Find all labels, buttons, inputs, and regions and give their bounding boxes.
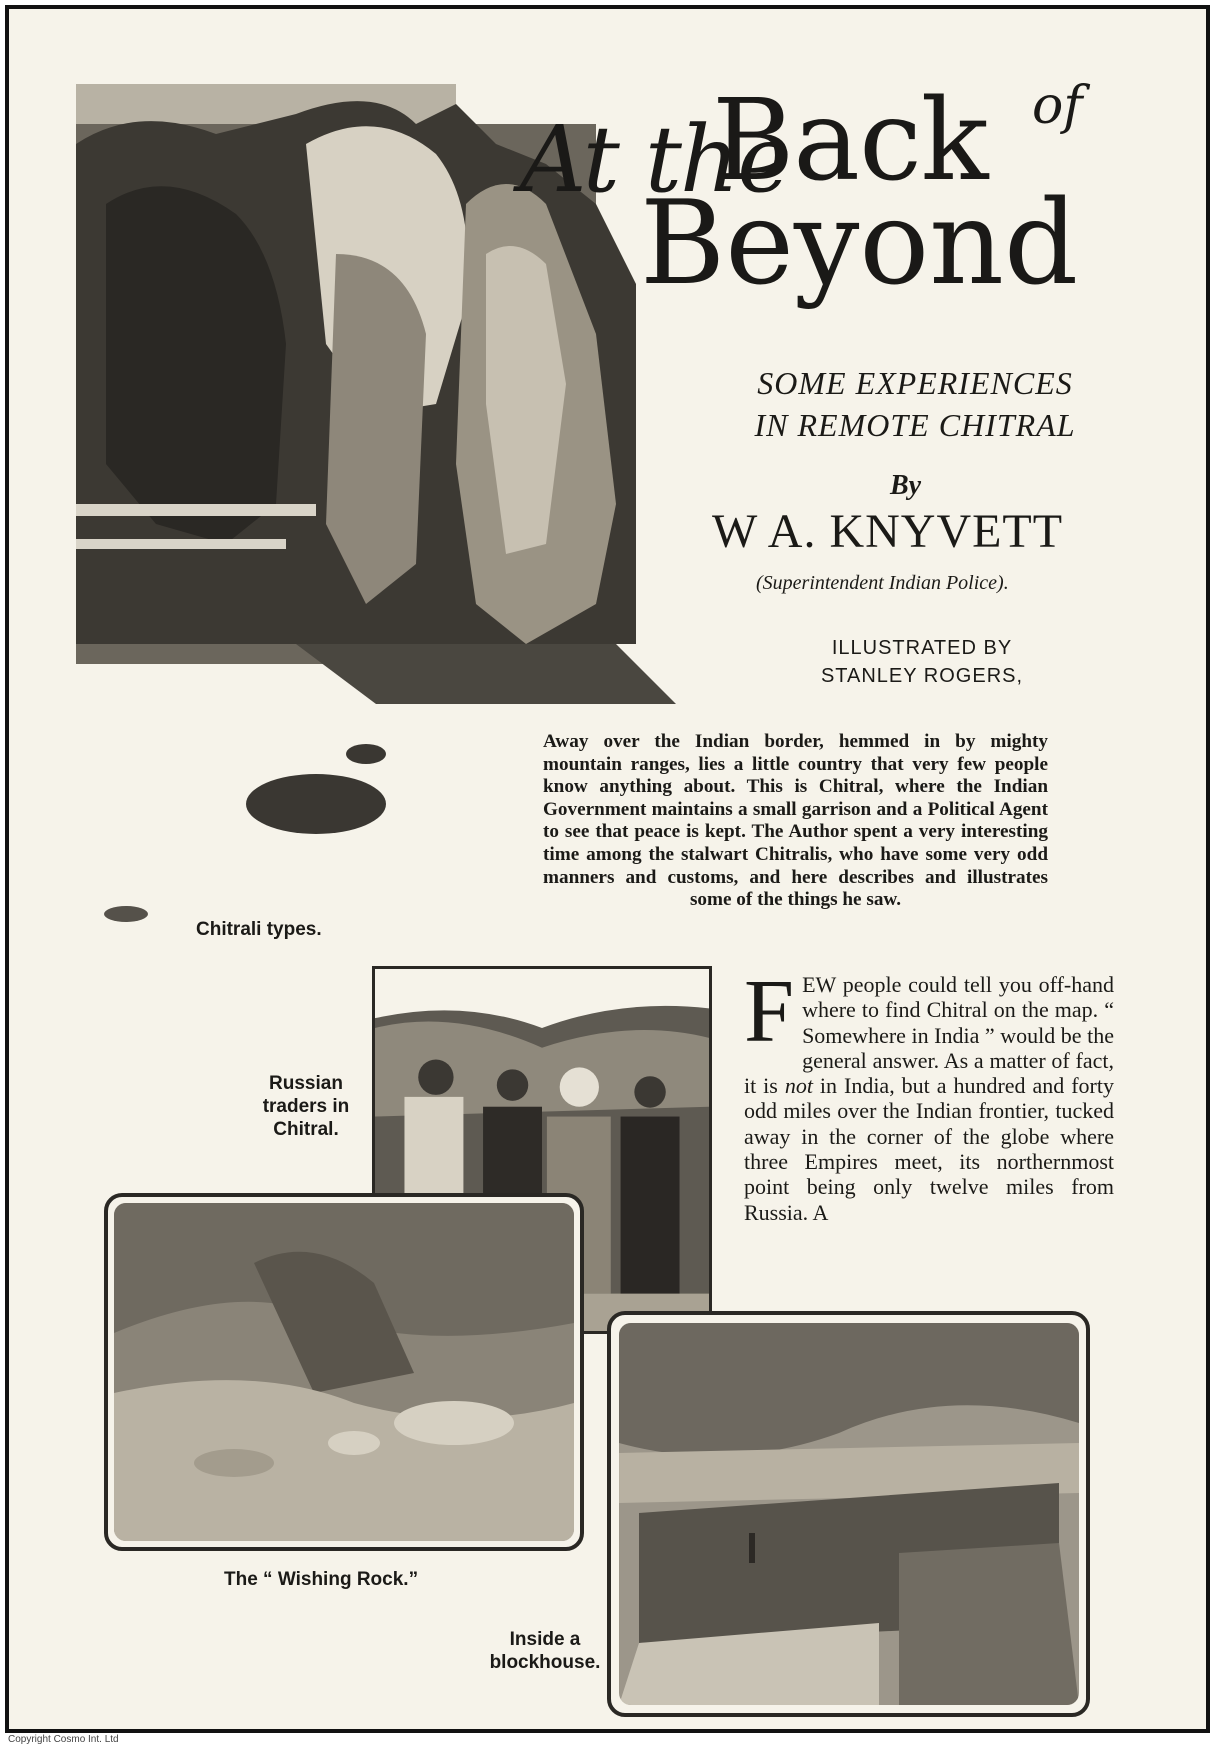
caption-russian-line2: traders in — [262, 1096, 350, 1117]
caption-blockhouse-line2: blockhouse. — [489, 1652, 601, 1673]
caption-blockhouse-line1: Inside a — [509, 1629, 581, 1650]
intro-paragraph: Away over the Indian border, hemmed in by mighty mountain ranges, lies a little country that very few people know anything about. This is Chitral, where the Indian Government maintains a small garrison and a Political Agent to see that peace is kept. The Author spent a very interesting time among the stalwart Chitralis, who have some very odd manners and customs, and here describes and illustrates some of the things he saw. — [543, 731, 1048, 911]
author-name: W A. KNYVETT — [712, 505, 1064, 558]
title-beyond: Beyond — [640, 176, 1079, 311]
caption-blockhouse — [470, 1628, 620, 1674]
caption-chitrali-types: Chitrali types. — [196, 919, 322, 940]
body-text-emphasis: not — [784, 1073, 813, 1099]
copyright-notice: Copyright Cosmo Int. Ltd — [8, 1734, 119, 1745]
title-of: of — [1032, 76, 1083, 136]
author-role: (Superintendent Indian Police). — [756, 572, 1009, 594]
subtitle-line1: SOME EXPERIENCES — [757, 365, 1073, 401]
blockhouse-photo — [619, 1323, 1079, 1705]
wishing-rock-photo — [114, 1203, 574, 1541]
illustrated-line1: ILLUSTRATED BY — [831, 637, 1013, 659]
drop-cap: F — [744, 962, 795, 1061]
subtitle — [700, 362, 1130, 446]
illustrated-line2: STANLEY ROGERS, — [820, 665, 1024, 687]
illustrated-by — [800, 634, 1044, 690]
body-text — [744, 962, 1114, 1225]
caption-wishing-rock: The “ Wishing Rock.” — [224, 1569, 419, 1590]
caption-russian-line1: Russian — [269, 1073, 343, 1094]
caption-russian-traders — [246, 1072, 366, 1141]
body-text-part1: EW people could tell you off-hand where to find Chitral on the map. “ Somewhere in India ” would be the general answer. As a matter of fact, it is — [744, 972, 1114, 1099]
byline-by: By — [890, 470, 922, 501]
subtitle-line2: IN REMOTE CHITRAL — [754, 407, 1076, 443]
caption-russian-line3: Chitral. — [273, 1119, 339, 1140]
title-at-the: At the — [520, 106, 790, 213]
body-text-part2: in India, but a hundred and forty odd miles over the Indian frontier, tucked away in the corner of the globe where three Empires meet, its northernmost point being only twelve miles from Russia. A — [744, 1073, 1114, 1225]
title-back: Back — [712, 76, 988, 206]
